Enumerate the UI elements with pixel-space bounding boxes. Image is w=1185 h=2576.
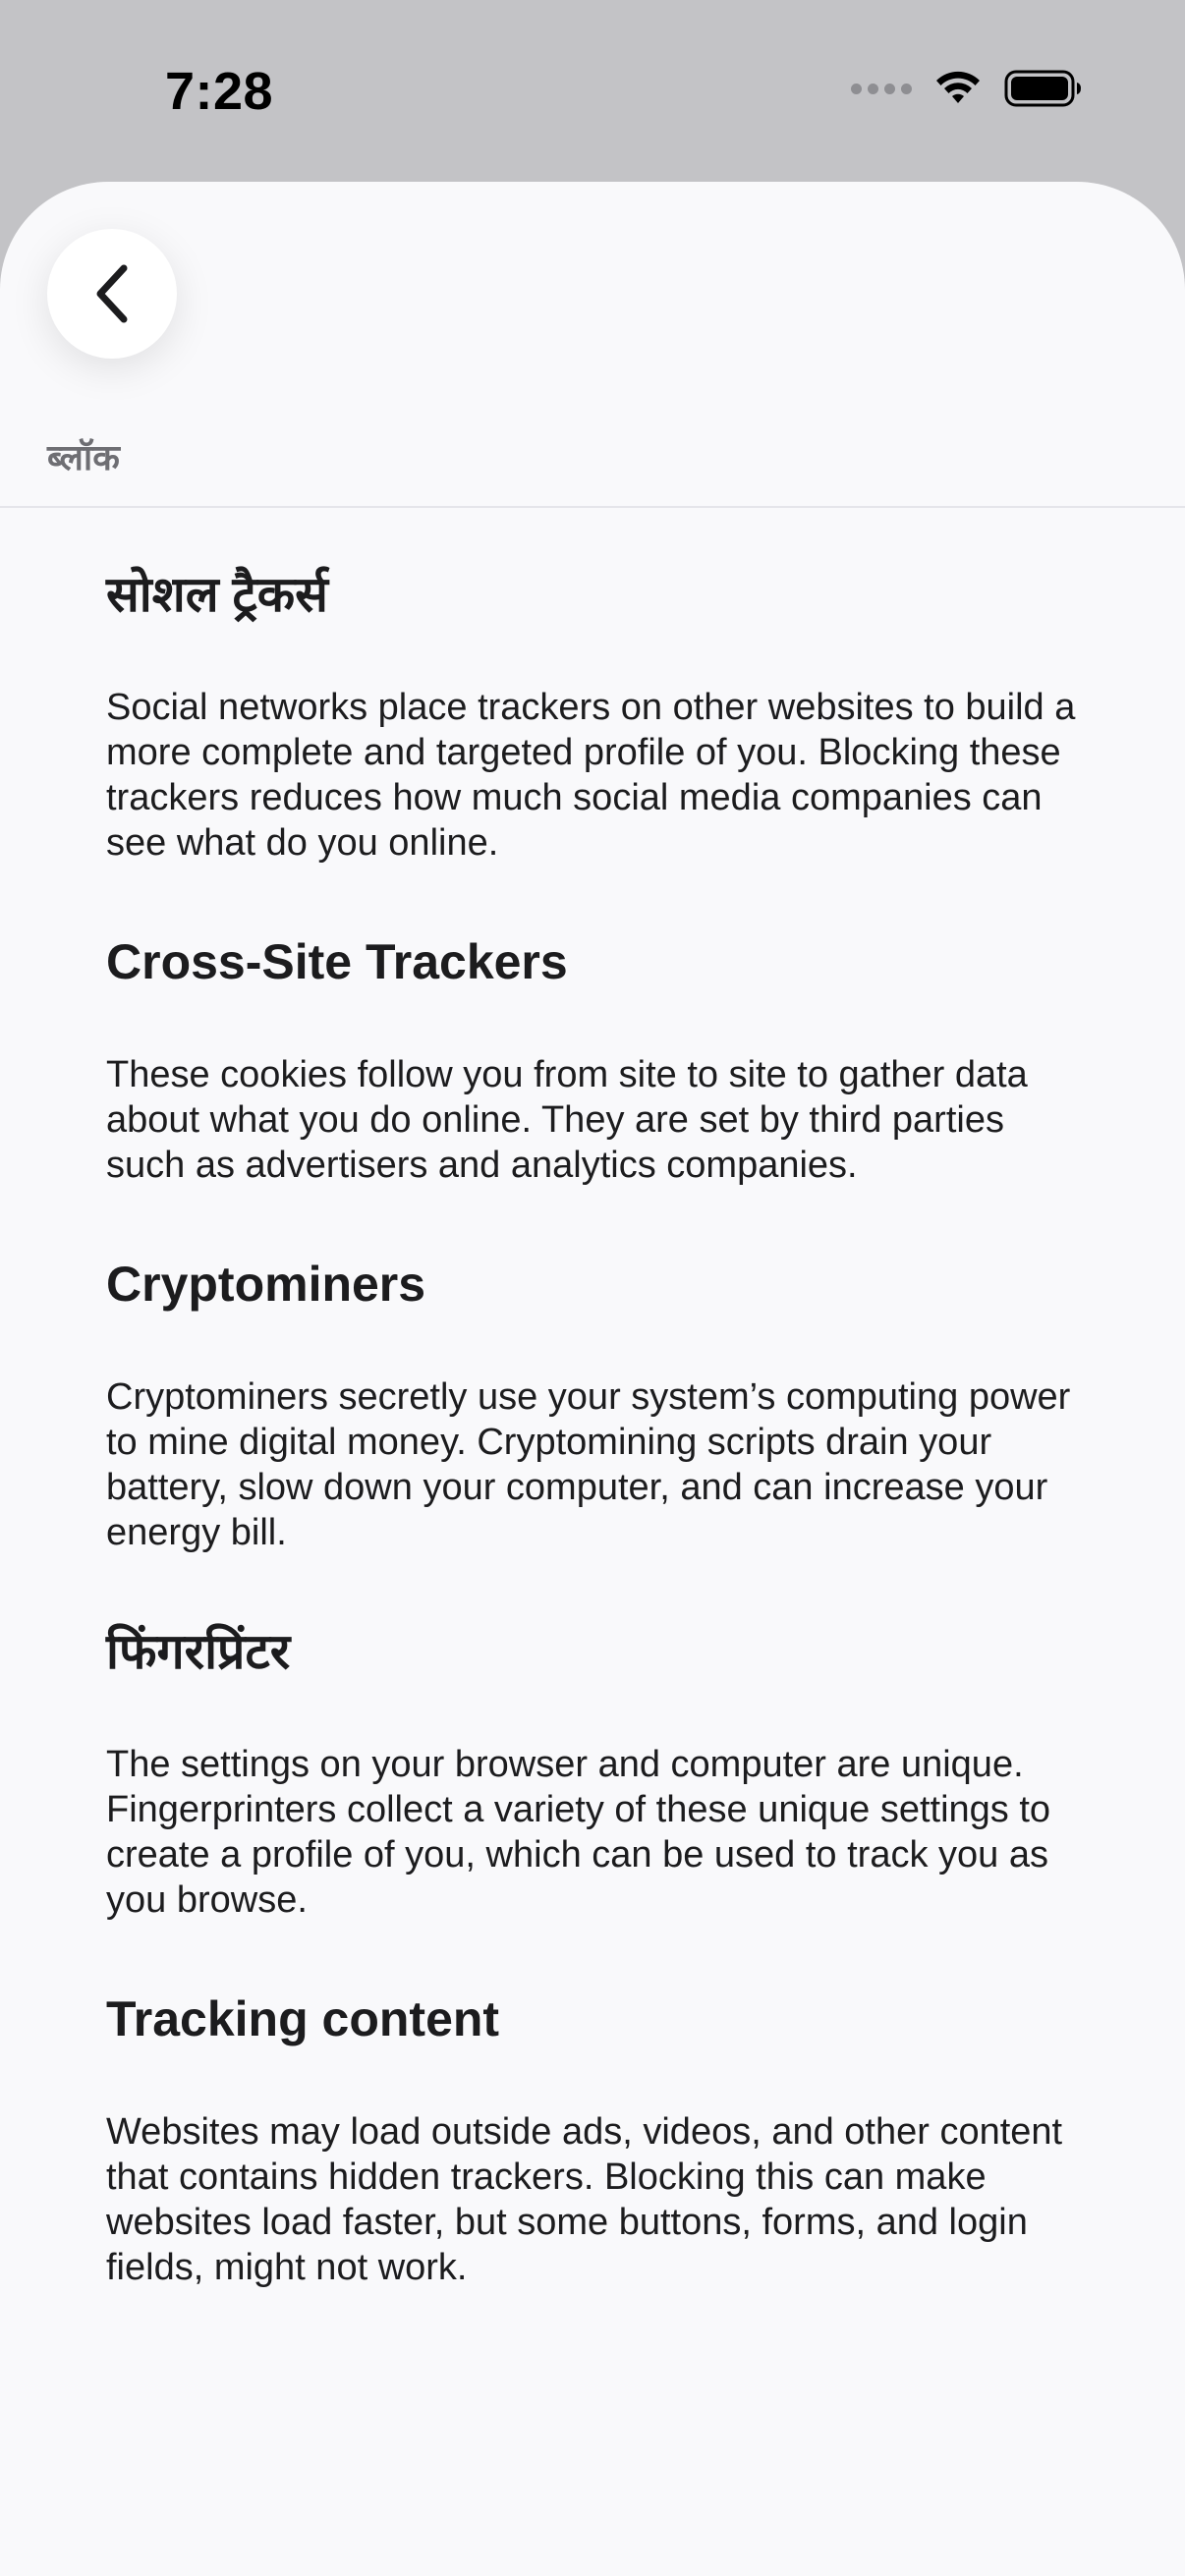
divider (0, 506, 1185, 508)
section-title: सोशल ट्रैकर्स (106, 567, 328, 622)
section-description: The settings on your browser and computer are unique. Fingerprinters collect a variety of these unique settings to create a profile of you, which can be used to track you as you browse. (106, 1744, 1051, 1921)
section-fingerprinters (106, 1617, 1089, 1923)
wifi-icon (933, 70, 983, 107)
section-social-trackers (106, 560, 1089, 866)
status-icons (851, 69, 1083, 108)
status-time: 7:28 (165, 62, 274, 121)
section-description: Websites may load outside ads, videos, and other content that contains hidden trackers. Blocking this can make websites load faster, but some buttons, forms, and login fields, might not work. (106, 2111, 1063, 2288)
section-title: Cross-Site Trackers (106, 934, 568, 989)
section-tracking-content (106, 1985, 1089, 2290)
sheet-panel (0, 182, 1185, 2576)
section-title: Tracking content (106, 1991, 500, 2046)
tracker-list (106, 560, 1089, 2290)
section-description: Social networks place trackers on other websites to build a more complete and targeted profile of you. Blocking these trackers reduces how much social media companies can see what do you online. (106, 687, 1076, 864)
section-description: These cookies follow you from site to site to gather data about what you do online. They are set by third parties such as advertisers and analytics companies. (106, 1054, 1028, 1186)
battery-icon (1004, 69, 1083, 108)
back-button[interactable] (47, 229, 177, 359)
status-bar (0, 0, 1185, 182)
header-caption: ब्लॉक (47, 437, 120, 477)
section-cryptominers (106, 1250, 1089, 1555)
section-title: फिंगरप्रिंटर (106, 1624, 291, 1679)
section-cross-site-trackers (106, 927, 1089, 1188)
section-description: Cryptominers secretly use your system’s computing power to mine digital money. Cryptomining scripts drain your battery, slow down your computer, and can increase your energy bill. (106, 1376, 1071, 1553)
chevron-left-icon (90, 262, 134, 325)
section-title: Cryptominers (106, 1257, 426, 1312)
cellular-signal-icon (851, 84, 912, 94)
